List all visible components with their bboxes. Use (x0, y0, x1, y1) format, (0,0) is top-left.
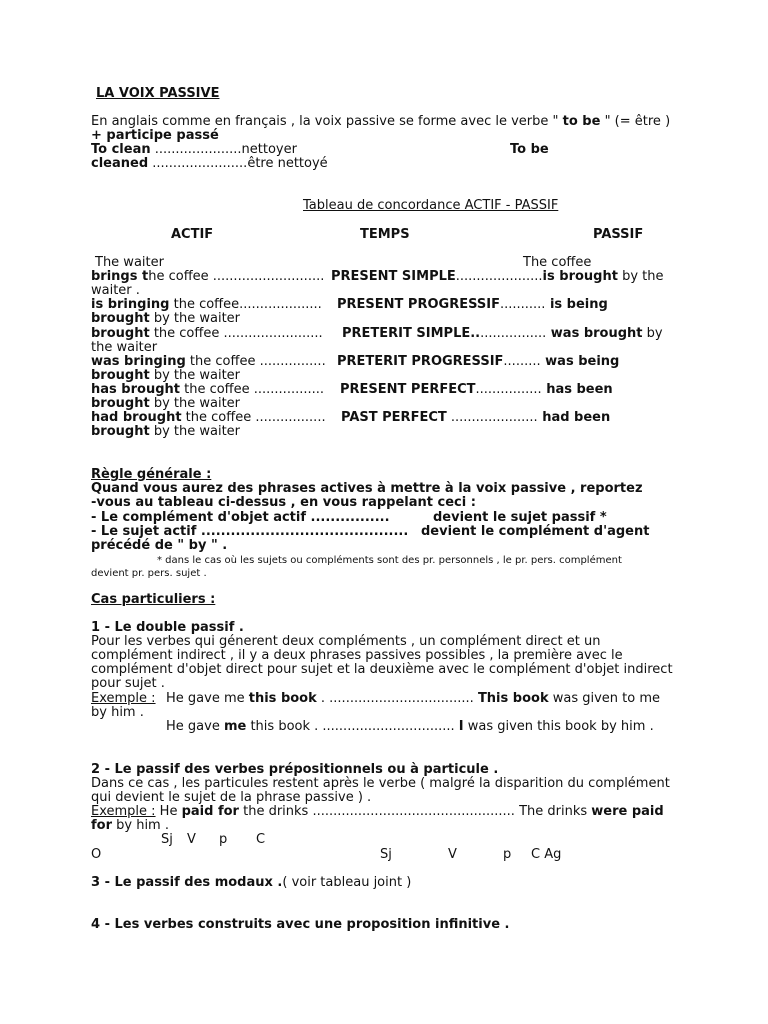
regle-line: devient le sujet passif * (433, 510, 607, 525)
grammar-label: O (91, 847, 102, 862)
regle-line: devient le complément d'agent (421, 524, 650, 539)
regle-line: précédé de " by " . (91, 538, 228, 553)
intro-line-1: En anglais comme en français , la voix passive se forme avec le verbe " to be " (= être ) (91, 114, 671, 129)
row-wrap: brought by the waiter (91, 424, 241, 439)
cas-heading: Cas particuliers : (91, 592, 216, 607)
grammar-label: C Ag (531, 847, 562, 862)
header-actif: ACTIF (171, 227, 214, 242)
tense-label: PRESENT PROGRESSIF........... is being (337, 297, 608, 312)
regle-line: -vous au tableau ci-dessus , en vous rappelant ceci : (91, 495, 476, 510)
grammar-label: p (219, 832, 228, 847)
table-row: was bringing the coffee ................ (91, 354, 326, 369)
example-line: for by him . (91, 818, 169, 833)
intro-line-2: + participe passé (91, 128, 219, 143)
footnote: devient pr. pers. sujet . (91, 568, 207, 579)
regle-heading: Règle générale : (91, 467, 212, 482)
row-wrap: waiter . (91, 283, 140, 298)
tense-label: PRESENT PERFECT................ has been (340, 382, 613, 397)
header-temps: TEMPS (360, 227, 410, 242)
table-row: brings the coffee ........................... (91, 269, 325, 284)
grammar-label: p (503, 847, 512, 862)
intro-line-3: To clean .....................nettoyer (91, 142, 297, 157)
table-caption: Tableau de concordance ACTIF - PASSIF (303, 198, 559, 213)
row-wrap: brought by the waiter (91, 396, 241, 411)
row-wrap: brought by the waiter (91, 311, 241, 326)
paragraph-line: Pour les verbes qui génerent deux compléments , un complément direct et un (91, 634, 601, 649)
table-row: is bringing the coffee.................... (91, 297, 322, 312)
paragraph-line: qui devient le sujet de la phrase passive ) . (91, 790, 372, 805)
regle-line: - Le sujet actif .......................................... (91, 524, 409, 539)
row-wrap: brought by the waiter (91, 368, 241, 383)
intro-line-4: cleaned .......................être nettoyé (91, 156, 328, 171)
section-title: 4 - Les verbes construits avec une proposition infinitive . (91, 917, 510, 932)
paragraph-line: complément d'objet direct pour sujet et la deuxième avec le complément d'objet indirect (91, 662, 673, 677)
grammar-label: V (187, 832, 196, 847)
grammar-label: V (448, 847, 457, 862)
example-line: by him . (91, 705, 144, 720)
row-wrap: the waiter (91, 340, 158, 355)
section-title: 1 - Le double passif . (91, 620, 244, 635)
example-line: He gave me this book . ................................ I was given this book by him . (166, 719, 654, 734)
page-title: LA VOIX PASSIVE (96, 86, 220, 101)
tense-label: PRESENT SIMPLE.....................is brought by the (331, 269, 664, 284)
table-row: brought the coffee ........................ (91, 326, 323, 341)
paragraph-line: complément indirect , il y a deux phrases passives possibles , la première avec le (91, 648, 623, 663)
table-row: has brought the coffee ................. (91, 382, 325, 397)
grammar-label: Sj (380, 847, 392, 862)
tense-label: PRETERIT SIMPLE.................. was brought by (342, 326, 663, 341)
subject-the-waiter: The waiter (95, 255, 164, 270)
grammar-label: Sj (161, 832, 173, 847)
section-title: 3 - Le passif des modaux .( voir tableau joint ) (91, 875, 412, 890)
example-line: He gave me this book . ................................... This book was given to me (166, 691, 661, 706)
example-line: Exemple : He paid for the drinks ................................................. The drinks were paid (91, 804, 664, 819)
regle-line: - Le complément d'objet actif ................ (91, 510, 390, 525)
paragraph-line: pour sujet . (91, 676, 165, 691)
tense-label: PRETERIT PROGRESSIF......... was being (337, 354, 620, 369)
subject-the-coffee: The coffee (523, 255, 592, 270)
header-passif: PASSIF (593, 227, 644, 242)
example-line: Exemple : (91, 691, 156, 706)
tense-label: PAST PERFECT ..................... had been (341, 410, 611, 425)
section-title: 2 - Le passif des verbes prépositionnels ou à particule . (91, 762, 499, 777)
table-row: had brought the coffee ................. (91, 410, 326, 425)
grammar-label: C (256, 832, 266, 847)
intro-to-be: To be (510, 142, 549, 157)
regle-line: Quand vous aurez des phrases actives à mettre à la voix passive , reportez (91, 481, 643, 496)
footnote: * dans le cas où les sujets ou compléments sont des pr. personnels , le pr. pers. complément (157, 555, 622, 566)
paragraph-line: Dans ce cas , les particules restent après le verbe ( malgré la disparition du complément (91, 776, 670, 791)
